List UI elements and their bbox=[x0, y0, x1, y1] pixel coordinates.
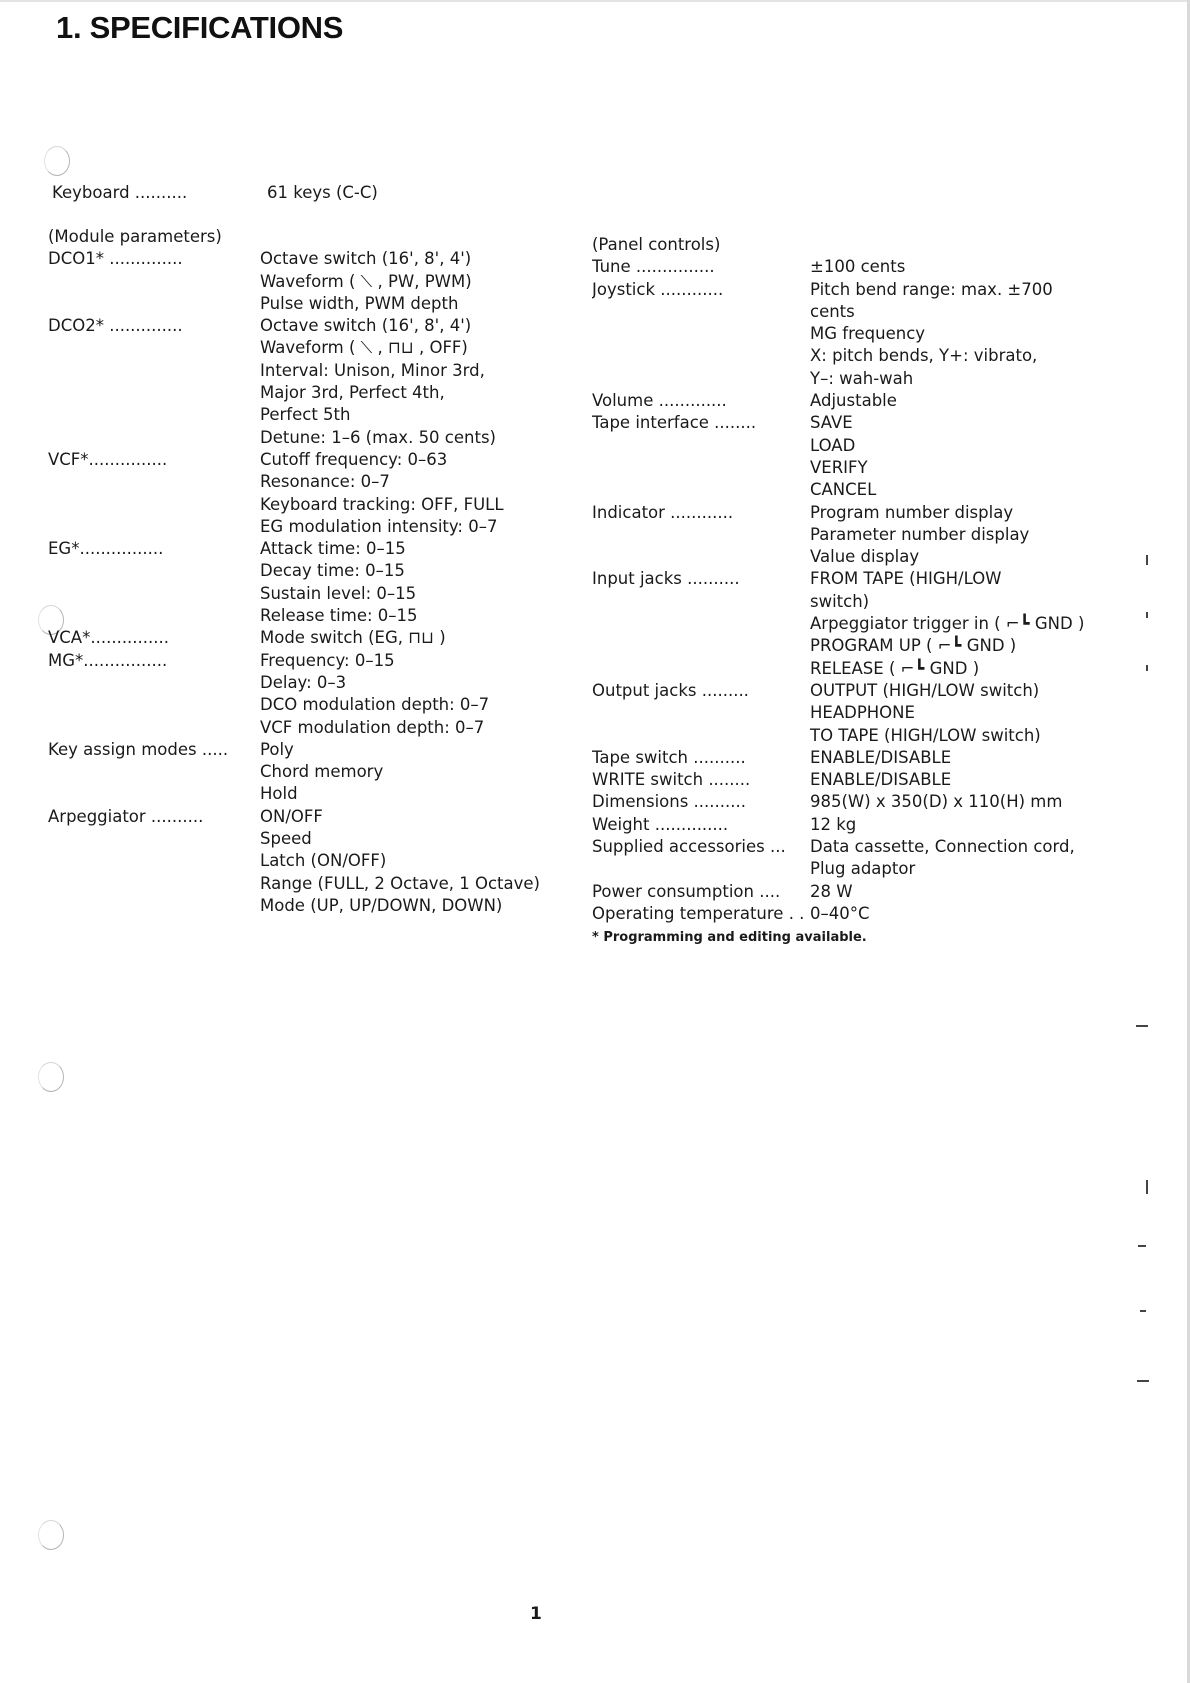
spec-label: DCO1* .............. bbox=[48, 249, 183, 269]
spec-row bbox=[48, 627, 548, 649]
spec-value: Program number display bbox=[810, 502, 1014, 522]
spec-row bbox=[48, 650, 548, 739]
spec-value: 0–40°C bbox=[810, 903, 870, 923]
spec-row bbox=[592, 769, 1092, 791]
spec-value: Octave switch (16', 8', 4') bbox=[260, 249, 472, 269]
spec-values bbox=[260, 315, 548, 449]
punch-hole-top bbox=[44, 146, 70, 176]
spec-label: DCO2* .............. bbox=[48, 316, 183, 336]
spec-value: Poly bbox=[260, 739, 294, 759]
keyboard-spec bbox=[52, 182, 378, 204]
spec-value: Attack time: 0–15 bbox=[260, 539, 406, 559]
spec-label: Tape interface ........ bbox=[592, 413, 757, 433]
spec-value: Delay: 0–3 bbox=[260, 672, 347, 692]
spec-values bbox=[260, 650, 548, 739]
spec-value: TO TAPE (HIGH/LOW switch) bbox=[810, 725, 1041, 745]
spec-value: Latch (ON/OFF) bbox=[260, 851, 387, 871]
spec-value: HEADPHONE bbox=[810, 703, 915, 723]
spec-label: Key assign modes ..... bbox=[48, 739, 229, 759]
spec-value: Major 3rd, Perfect 4th, bbox=[260, 383, 445, 403]
spec-row bbox=[592, 747, 1092, 769]
spec-values bbox=[260, 806, 548, 917]
spec-values bbox=[810, 390, 1092, 412]
spec-value: Resonance: 0–7 bbox=[260, 472, 390, 492]
spec-values bbox=[810, 903, 1092, 925]
spec-values bbox=[810, 836, 1092, 881]
spec-value: Value display bbox=[810, 547, 920, 567]
spec-value: VCF modulation depth: 0–7 bbox=[260, 717, 485, 737]
spec-value: Speed bbox=[260, 829, 312, 849]
spec-value: VERIFY bbox=[810, 457, 868, 477]
spec-label: Dimensions .......... bbox=[592, 792, 746, 812]
spec-value: CANCEL bbox=[810, 480, 877, 500]
spec-row bbox=[592, 814, 1092, 836]
spec-value: Keyboard tracking: OFF, FULL bbox=[260, 494, 504, 514]
spec-label: Supplied accessories ... bbox=[592, 837, 786, 857]
spec-values bbox=[810, 502, 1092, 569]
spec-value: 28 W bbox=[810, 881, 853, 901]
spec-value: Pitch bend range: max. ±700 bbox=[810, 279, 1053, 299]
panel-controls-list bbox=[592, 256, 1092, 925]
spec-values bbox=[810, 412, 1092, 501]
spec-values bbox=[810, 881, 1092, 903]
spec-value: Cutoff frequency: 0–63 bbox=[260, 449, 448, 469]
spec-values bbox=[260, 449, 548, 538]
spec-values bbox=[810, 680, 1092, 747]
spec-values bbox=[260, 739, 548, 806]
spec-value: Detune: 1–6 (max. 50 cents) bbox=[260, 427, 496, 447]
spec-row bbox=[592, 791, 1092, 813]
spec-label: Input jacks .......... bbox=[592, 569, 740, 589]
spec-label: Volume ............. bbox=[592, 391, 727, 411]
spec-value: ON/OFF bbox=[260, 806, 323, 826]
spec-value: Release time: 0–15 bbox=[260, 606, 418, 626]
page-title: 1. SPECIFICATIONS bbox=[56, 10, 344, 45]
punch-hole-bottom bbox=[38, 1520, 64, 1550]
spec-value: PROGRAM UP ( ⌐┗ GND ) bbox=[810, 636, 1017, 656]
spec-values bbox=[810, 568, 1092, 679]
spec-values bbox=[810, 256, 1092, 278]
scan-mark bbox=[1146, 555, 1148, 565]
spec-label: Output jacks ......... bbox=[592, 680, 749, 700]
spec-value: DCO modulation depth: 0–7 bbox=[260, 695, 490, 715]
spec-values bbox=[260, 248, 548, 315]
spec-label: Joystick ............ bbox=[592, 279, 724, 299]
panel-controls-title: (Panel controls) bbox=[592, 235, 721, 254]
spec-value: Adjustable bbox=[810, 391, 897, 411]
spec-value: 985(W) x 350(D) x 110(H) mm bbox=[810, 792, 1063, 812]
spec-label: Weight .............. bbox=[592, 814, 729, 834]
spec-value: switch) bbox=[810, 591, 870, 611]
panel-controls-column bbox=[592, 234, 1092, 950]
spec-value: SAVE bbox=[810, 413, 853, 433]
spec-value: Data cassette, Connection cord, bbox=[810, 837, 1075, 857]
spec-value: ENABLE/DISABLE bbox=[810, 747, 952, 767]
spec-row bbox=[592, 881, 1092, 903]
spec-row bbox=[592, 390, 1092, 412]
spec-label: Operating temperature . . bbox=[592, 903, 805, 923]
spec-label: MG*................ bbox=[48, 650, 168, 670]
spec-values bbox=[260, 627, 548, 649]
spec-value: ±100 cents bbox=[810, 257, 906, 277]
spec-values bbox=[810, 279, 1092, 390]
scan-mark bbox=[1146, 1180, 1148, 1194]
spec-row bbox=[48, 739, 548, 806]
module-parameters-column bbox=[48, 226, 548, 917]
spec-value: Pulse width, PWM depth bbox=[260, 293, 459, 313]
scan-mark bbox=[1138, 1245, 1146, 1247]
module-parameters-title: (Module parameters) bbox=[48, 227, 222, 246]
spec-row bbox=[592, 412, 1092, 501]
spec-value: Frequency: 0–15 bbox=[260, 650, 395, 670]
spec-row bbox=[592, 568, 1092, 679]
spec-row bbox=[48, 315, 548, 449]
spec-value: Decay time: 0–15 bbox=[260, 561, 405, 581]
spec-label: Tune ............... bbox=[592, 257, 715, 277]
spec-value: Mode (UP, UP/DOWN, DOWN) bbox=[260, 895, 503, 915]
spec-value: Range (FULL, 2 Octave, 1 Octave) bbox=[260, 873, 540, 893]
spec-row bbox=[48, 806, 548, 917]
scan-mark bbox=[1146, 612, 1148, 618]
scan-mark bbox=[1140, 1310, 1146, 1312]
spec-value: RELEASE ( ⌐┗ GND ) bbox=[810, 658, 980, 678]
spec-value: Waveform ( ⟍ , ⊓⊔ , OFF) bbox=[260, 338, 468, 358]
punch-hole-lower bbox=[38, 1062, 64, 1092]
spec-value: FROM TAPE (HIGH/LOW bbox=[810, 569, 1002, 589]
spec-label: Arpeggiator .......... bbox=[48, 806, 204, 826]
spec-value: LOAD bbox=[810, 435, 856, 455]
spec-value: EG modulation intensity: 0–7 bbox=[260, 516, 498, 536]
spec-label: EG*................ bbox=[48, 539, 164, 559]
spec-value: ENABLE/DISABLE bbox=[810, 770, 952, 790]
spec-row bbox=[48, 538, 548, 627]
spec-label: VCF*............... bbox=[48, 449, 168, 469]
scan-mark bbox=[1137, 1380, 1149, 1382]
spec-value: Parameter number display bbox=[810, 524, 1030, 544]
spec-row bbox=[48, 248, 548, 315]
spec-row bbox=[592, 279, 1092, 390]
spec-value: Chord memory bbox=[260, 762, 384, 782]
top-edge-line bbox=[0, 0, 1190, 2]
spec-label: VCA*............... bbox=[48, 628, 170, 648]
spec-value: Plug adaptor bbox=[810, 859, 916, 879]
spec-value: Sustain level: 0–15 bbox=[260, 583, 417, 603]
spec-values bbox=[810, 814, 1092, 836]
spec-value: OUTPUT (HIGH/LOW switch) bbox=[810, 680, 1040, 700]
spec-values bbox=[810, 791, 1092, 813]
spec-value: Mode switch (EG, ⊓⊔ ) bbox=[260, 628, 446, 648]
scan-mark bbox=[1136, 1025, 1148, 1027]
spec-row bbox=[592, 680, 1092, 747]
spec-value: Hold bbox=[260, 784, 298, 804]
spec-value: Interval: Unison, Minor 3rd, bbox=[260, 360, 485, 380]
spec-row bbox=[592, 256, 1092, 278]
spec-value: 12 kg bbox=[810, 814, 857, 834]
spec-value: Octave switch (16', 8', 4') bbox=[260, 316, 472, 336]
spec-value: Perfect 5th bbox=[260, 405, 351, 425]
spec-label: Keyboard .......... bbox=[52, 183, 188, 202]
spec-label: Power consumption .... bbox=[592, 881, 781, 901]
spec-label: Indicator ............ bbox=[592, 502, 734, 522]
spec-row bbox=[48, 449, 548, 538]
spec-value: MG frequency bbox=[810, 324, 926, 344]
spec-value: Waveform ( ⟍ , PW, PWM) bbox=[260, 271, 472, 291]
spec-row bbox=[592, 903, 1092, 925]
footnote: * Programming and editing available. bbox=[592, 930, 867, 946]
scan-mark bbox=[1146, 665, 1148, 671]
spec-values bbox=[260, 538, 548, 627]
spec-value: cents bbox=[810, 301, 855, 321]
spec-label: WRITE switch ........ bbox=[592, 770, 751, 790]
spec-value: 61 keys (C-C) bbox=[267, 183, 378, 202]
spec-value: X: pitch bends, Y+: vibrato, bbox=[810, 346, 1038, 366]
page-number: 1 bbox=[530, 1604, 542, 1624]
module-parameters-list bbox=[48, 248, 548, 917]
spec-value: Arpeggiator trigger in ( ⌐┗ GND ) bbox=[810, 614, 1085, 634]
spec-values bbox=[810, 769, 1092, 791]
spec-row bbox=[592, 836, 1092, 881]
spec-row bbox=[592, 502, 1092, 569]
spec-value: Y–: wah-wah bbox=[810, 368, 914, 388]
spec-values bbox=[810, 747, 1092, 769]
spec-label: Tape switch .......... bbox=[592, 747, 746, 767]
